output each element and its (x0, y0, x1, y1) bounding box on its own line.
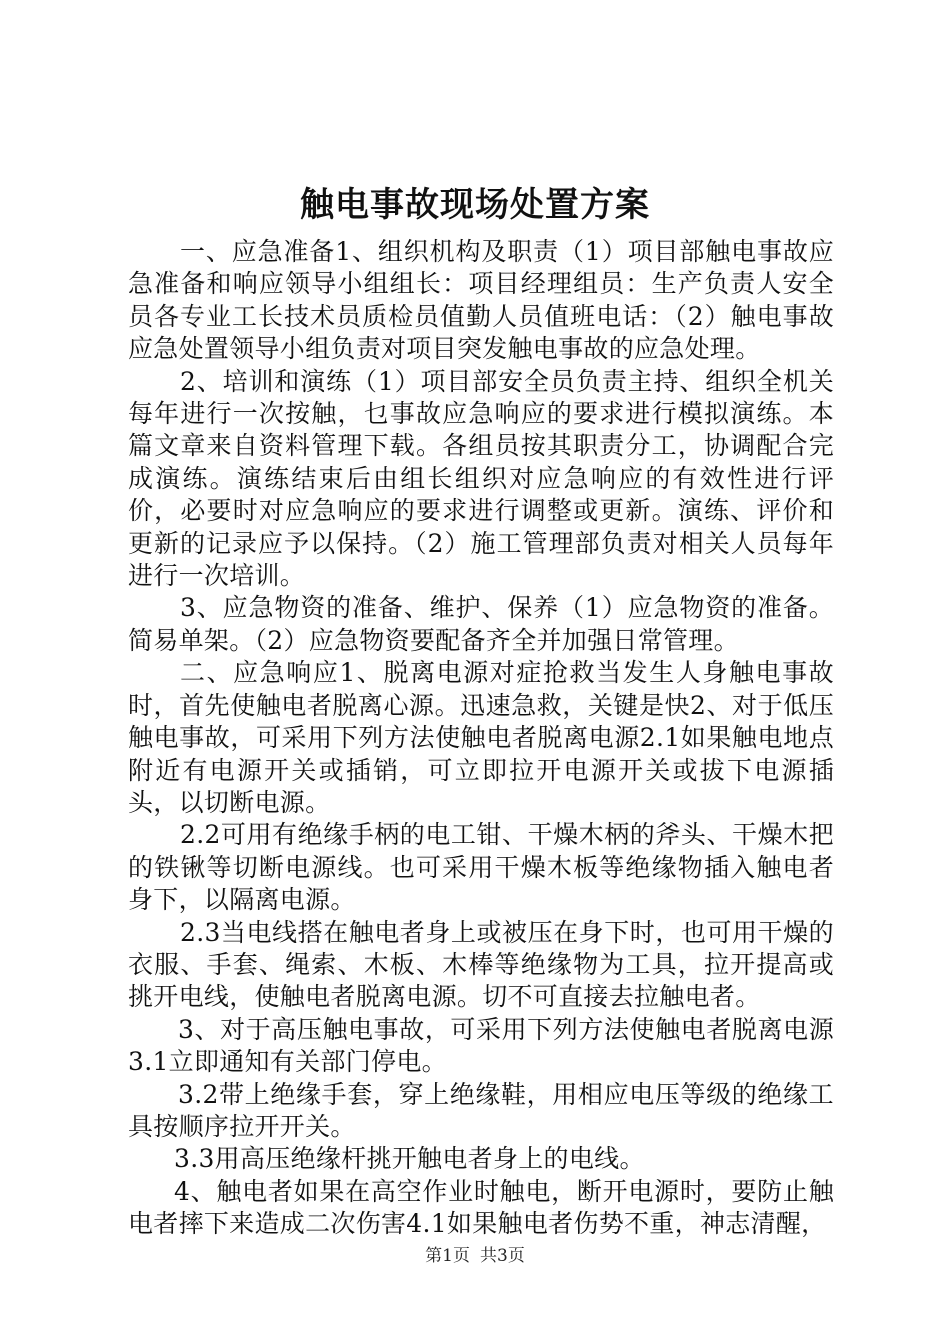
paragraph-lift-wire: 2.3当电线搭在触电者身上或被压在身下时，也可用干燥的衣服、手套、绳索、木板、木棒等绝缘物为工具，拉开提高或挑开电线，使触电者脱离电源。切不可直接去拉触电者。 (128, 917, 834, 1012)
paragraph-emergency-preparation: 一、应急准备1、组织机构及职责（1）项目部触电事故应急准备和响应领导小组组长：项目经理组员：生产负责人安全员各专业工长技术员质检员值勤人员值班电话：（2）触电事故应急处置领导小组负责对项目突发触电事故的应急处理。 (128, 237, 834, 364)
paragraph-high-altitude: 4、触电者如果在高空作业时触电，断开电源时，要防止触电者摔下来造成二次伤害4.1如果触电者伤势不重，神志清醒， (128, 1176, 834, 1239)
document-body (128, 236, 834, 1241)
paragraph-emergency-supplies: 3、应急物资的准备、维护、保养（1）应急物资的准备。简易单架。（2）应急物资要配备齐全并加强日常管理。 (128, 593, 834, 655)
page-footer (0, 1244, 950, 1268)
paragraph-emergency-response: 二、应急响应1、脱离电源对症抢救当发生人身触电事故时，首先使触电者脱离心源。迅速急救，关键是快2、对于低压触电事故，可采用下列方法使触电者脱离电源2.1如果触电地点附近有电源开关或插销，可立即拉开电源开关或拔下电源插头，以切断电源。 (128, 658, 834, 817)
paragraph-insulated-tools: 2.2可用有绝缘手柄的电工钳、干燥木柄的斧头、干燥木把的铁锹等切断电源线。也可采用干燥木板等绝缘物插入触电者身下，以隔离电源。 (128, 820, 834, 915)
paragraph-high-voltage: 3、对于高压触电事故，可采用下列方法使触电者脱离电源3.1立即通知有关部门停电。 (128, 1014, 834, 1077)
page-total: 共3页 (480, 1246, 525, 1266)
paragraph-insulated-gloves: 3.2带上绝缘手套，穿上绝缘鞋，用相应电压等级的绝缘工具按顺序拉开开关。 (128, 1079, 834, 1141)
paragraph-insulated-rod: 3.3用高压绝缘杆挑开触电者身上的电线。 (174, 1144, 645, 1174)
document-title: 触电事故现场处置方案 (300, 185, 650, 225)
page-number: 第1页 (425, 1246, 470, 1266)
paragraph-training-drills: 2、培训和演练（1）项目部安全员负责主持、组织全机关每年进行一次按触，乜事故应急响应的要求进行模拟演练。本篇文章来自资料管理下载。各组员按其职责分工，协调配合完成演练。演练结束后由组长组织对应急响应的有效性进行评价，必要时对应急响应的要求进行调整或更新。演练、评价和更新的记录应予以保持。（2）施工管理部负责对相关人员每年进行一次培训。 (128, 366, 834, 591)
